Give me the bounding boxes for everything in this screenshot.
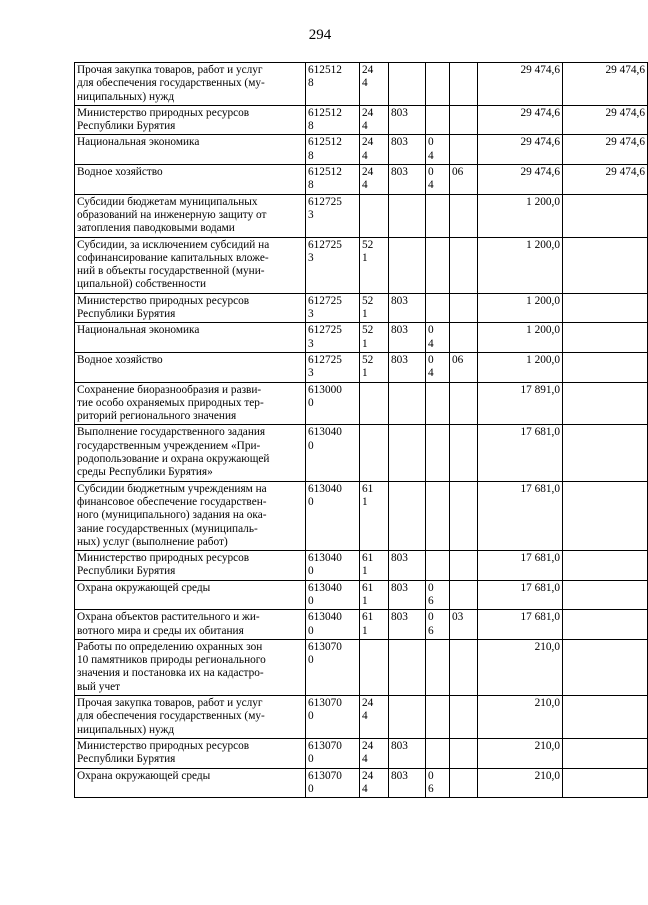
row-ministry-code-text: 803: [391, 106, 408, 119]
row-expense-type-cell: [360, 580, 389, 610]
row-amount-text: 210,0: [534, 769, 560, 782]
row-target-article-text: 613040 0: [308, 426, 342, 452]
row-section-cell: [426, 165, 450, 195]
row-amount-text: 17 891,0: [520, 383, 560, 396]
row-name-text: Субсидии бюджетам муниципальных образований на инженерную защиту от затопления паводковыми водами: [77, 195, 267, 235]
table-row: [75, 237, 648, 293]
row-ministry-code-cell: [389, 237, 426, 293]
row-target-article-cell: [306, 105, 360, 135]
table-row: [75, 639, 648, 695]
row-section-cell: [426, 768, 450, 798]
row-ministry-code-cell: [389, 481, 426, 550]
row-expense-type-cell: [360, 610, 389, 640]
row-expense-type-text: 52 1: [362, 353, 374, 380]
table-row: [75, 551, 648, 581]
row-amount-second-cell: [563, 768, 648, 798]
row-name-cell: [75, 323, 306, 353]
row-section-text: 0 6: [428, 581, 434, 607]
row-ministry-code-cell: [389, 382, 426, 425]
row-ministry-code-cell: [389, 63, 426, 106]
row-target-article-text: 613040 0: [308, 581, 342, 607]
row-amount-text: 29 474,6: [520, 106, 560, 119]
row-section-cell: [426, 696, 450, 739]
row-amount-text: 29 474,6: [520, 166, 560, 179]
row-expense-type-cell: [360, 63, 389, 106]
row-expense-type-text: 24 4: [362, 769, 374, 795]
row-target-article-cell: [306, 352, 360, 382]
row-expense-type-text: 24 4: [362, 136, 374, 162]
row-expense-type-text: 24 4: [362, 166, 374, 192]
row-subsection-cell: [450, 768, 478, 798]
row-subsection-cell: [450, 481, 478, 550]
row-expense-type-text: 52 1: [362, 294, 374, 321]
row-ministry-code-cell: [389, 738, 426, 768]
row-expense-type-text: 52 1: [362, 324, 374, 350]
row-section-cell: [426, 105, 450, 135]
row-target-article-text: 613070 0: [308, 769, 342, 795]
row-subsection-text: 06: [452, 166, 464, 179]
row-amount-cell: [478, 639, 563, 695]
row-amount-second-cell: [563, 639, 648, 695]
row-target-article-text: 612512 8: [308, 64, 342, 90]
row-subsection-cell: [450, 105, 478, 135]
row-expense-type-cell: [360, 738, 389, 768]
row-target-article-cell: [306, 323, 360, 353]
row-section-cell: [426, 738, 450, 768]
row-expense-type-text: 61 1: [362, 552, 374, 578]
row-amount-cell: [478, 696, 563, 739]
row-expense-type-cell: [360, 237, 389, 293]
row-target-article-cell: [306, 135, 360, 165]
row-section-text: 0 4: [428, 324, 434, 350]
row-name-text: Субсидии, за исключением субсидий на софинансирование капитальных вложе- ний в объекты государственной (муни- ципальной) собственности: [77, 238, 270, 291]
row-amount-second-cell: [563, 194, 648, 237]
row-amount-text: 17 681,0: [520, 611, 560, 624]
row-expense-type-cell: [360, 352, 389, 382]
row-name-cell: [75, 382, 306, 425]
row-amount-text: 1 200,0: [526, 195, 560, 208]
row-expense-type-cell: [360, 135, 389, 165]
row-ministry-code-cell: [389, 293, 426, 323]
row-amount-second-cell: [563, 382, 648, 425]
row-target-article-text: 613040 0: [308, 611, 342, 637]
row-target-article-cell: [306, 237, 360, 293]
row-expense-type-text: 61 1: [362, 482, 374, 508]
row-target-article-cell: [306, 768, 360, 798]
row-amount-second-text: 29 474,6: [605, 136, 645, 149]
row-ministry-code-text: 803: [391, 581, 408, 594]
row-name-cell: [75, 194, 306, 237]
table-row: [75, 580, 648, 610]
row-amount-second-cell: [563, 63, 648, 106]
row-ministry-code-cell: [389, 425, 426, 481]
row-name-cell: [75, 63, 306, 106]
row-amount-cell: [478, 63, 563, 106]
row-ministry-code-text: 803: [391, 552, 408, 565]
row-subsection-cell: [450, 639, 478, 695]
row-section-text: 0 6: [428, 769, 434, 795]
row-amount-second-cell: [563, 481, 648, 550]
row-amount-second-cell: [563, 323, 648, 353]
table-row: [75, 481, 648, 550]
budget-table-body: [75, 63, 648, 798]
row-target-article-text: 613040 0: [308, 482, 342, 508]
page-number: 294: [308, 27, 332, 43]
row-target-article-text: 613070 0: [308, 739, 342, 766]
row-target-article-cell: [306, 293, 360, 323]
row-name-text: Охрана объектов растительного и жи- вотного мира и среды их обитания: [77, 611, 260, 637]
row-section-cell: [426, 425, 450, 481]
row-section-cell: [426, 63, 450, 106]
row-section-cell: [426, 382, 450, 425]
row-ministry-code-cell: [389, 639, 426, 695]
row-subsection-text: 06: [452, 353, 464, 366]
row-ministry-code-text: 803: [391, 324, 408, 337]
row-name-text: Водное хозяйство: [77, 353, 163, 366]
table-row: [75, 323, 648, 353]
row-target-article-text: 613070 0: [308, 640, 342, 667]
row-ministry-code-text: 803: [391, 769, 408, 782]
row-expense-type-cell: [360, 481, 389, 550]
row-target-article-cell: [306, 194, 360, 237]
row-name-text: Министерство природных ресурсов Республики Бурятия: [77, 552, 250, 578]
row-subsection-cell: [450, 323, 478, 353]
row-expense-type-cell: [360, 293, 389, 323]
row-amount-second-cell: [563, 696, 648, 739]
row-target-article-cell: [306, 165, 360, 195]
row-target-article-text: 612512 8: [308, 106, 342, 133]
row-amount-second-cell: [563, 352, 648, 382]
row-expense-type-cell: [360, 696, 389, 739]
row-target-article-cell: [306, 610, 360, 640]
row-amount-text: 210,0: [534, 739, 560, 752]
row-section-cell: [426, 237, 450, 293]
row-subsection-cell: [450, 135, 478, 165]
row-name-text: Охрана окружающей среды: [77, 581, 211, 594]
row-name-text: Работы по определению охранных зон 10 памятников природы регионального значения и постановка их на кадастро- вый учет: [77, 640, 266, 693]
row-target-article-text: 612512 8: [308, 166, 342, 192]
row-subsection-cell: [450, 610, 478, 640]
row-ministry-code-cell: [389, 105, 426, 135]
row-section-cell: [426, 293, 450, 323]
row-section-text: 0 4: [428, 353, 434, 380]
row-target-article-cell: [306, 738, 360, 768]
row-amount-second-text: 29 474,6: [605, 64, 645, 76]
row-target-article-text: 612512 8: [308, 136, 342, 162]
row-name-text: Национальная экономика: [77, 324, 200, 337]
row-amount-second-cell: [563, 610, 648, 640]
row-name-text: Национальная экономика: [77, 136, 200, 149]
row-name-cell: [75, 135, 306, 165]
row-amount-cell: [478, 352, 563, 382]
row-amount-text: 1 200,0: [526, 324, 560, 337]
row-ministry-code-cell: [389, 580, 426, 610]
row-expense-type-cell: [360, 194, 389, 237]
row-expense-type-text: 24 4: [362, 697, 374, 723]
row-ministry-code-cell: [389, 610, 426, 640]
row-section-text: 0 6: [428, 611, 434, 637]
row-target-article-cell: [306, 382, 360, 425]
row-ministry-code-cell: [389, 768, 426, 798]
row-amount-second-cell: [563, 580, 648, 610]
row-name-cell: [75, 293, 306, 323]
row-section-cell: [426, 551, 450, 581]
row-target-article-text: 613000 0: [308, 383, 342, 409]
row-target-article-cell: [306, 580, 360, 610]
row-amount-text: 1 200,0: [526, 353, 560, 366]
row-amount-text: 210,0: [534, 640, 560, 653]
table-row: [75, 738, 648, 768]
row-name-text: Министерство природных ресурсов Республики Бурятия: [77, 106, 250, 133]
row-name-cell: [75, 580, 306, 610]
row-amount-second-cell: [563, 237, 648, 293]
row-amount-text: 29 474,6: [520, 136, 560, 149]
row-amount-text: 17 681,0: [520, 426, 560, 439]
row-section-cell: [426, 194, 450, 237]
row-amount-text: 210,0: [534, 697, 560, 710]
table-row: [75, 105, 648, 135]
row-section-cell: [426, 323, 450, 353]
row-amount-second-cell: [563, 425, 648, 481]
row-name-cell: [75, 352, 306, 382]
row-ministry-code-text: 803: [391, 294, 408, 307]
row-target-article-text: 612725 3: [308, 324, 342, 350]
row-amount-second-cell: [563, 551, 648, 581]
row-target-article-cell: [306, 696, 360, 739]
row-target-article-cell: [306, 63, 360, 106]
row-expense-type-text: 61 1: [362, 581, 374, 607]
row-amount-second-cell: [563, 135, 648, 165]
row-expense-type-text: 24 4: [362, 739, 374, 766]
row-subsection-cell: [450, 165, 478, 195]
row-amount-second-text: 29 474,6: [605, 166, 645, 179]
row-name-text: Выполнение государственного задания государственным учреждением «При- родопользование и охрана окружающей среды Республики Бурятия»: [77, 426, 270, 479]
row-subsection-cell: [450, 194, 478, 237]
row-expense-type-cell: [360, 639, 389, 695]
row-expense-type-text: 24 4: [362, 106, 374, 133]
row-amount-second-cell: [563, 105, 648, 135]
row-amount-text: 29 474,6: [520, 64, 560, 76]
row-target-article-text: 612725 3: [308, 238, 342, 264]
row-amount-cell: [478, 580, 563, 610]
budget-table: [74, 62, 648, 798]
row-amount-cell: [478, 738, 563, 768]
row-section-cell: [426, 352, 450, 382]
row-target-article-cell: [306, 425, 360, 481]
row-name-text: Прочая закупка товаров, работ и услуг для обеспечения государственных (му- ниципальных) нужд: [77, 697, 265, 736]
row-amount-text: 17 681,0: [520, 552, 560, 565]
row-ministry-code-cell: [389, 323, 426, 353]
row-expense-type-text: 61 1: [362, 611, 374, 637]
row-amount-cell: [478, 165, 563, 195]
row-amount-second-text: 29 474,6: [605, 106, 645, 119]
row-ministry-code-cell: [389, 551, 426, 581]
row-ministry-code-cell: [389, 165, 426, 195]
row-name-cell: [75, 237, 306, 293]
table-row: [75, 135, 648, 165]
row-amount-cell: [478, 481, 563, 550]
row-target-article-text: 612725 3: [308, 195, 342, 221]
row-amount-cell: [478, 194, 563, 237]
row-name-text: Прочая закупка товаров, работ и услуг для обеспечения государственных (му- ниципальных) нужд: [77, 64, 265, 103]
row-name-cell: [75, 738, 306, 768]
row-section-cell: [426, 639, 450, 695]
row-amount-text: 1 200,0: [526, 238, 560, 251]
row-target-article-text: 613070 0: [308, 697, 342, 723]
row-amount-cell: [478, 382, 563, 425]
row-ministry-code-text: 803: [391, 136, 408, 149]
row-ministry-code-cell: [389, 135, 426, 165]
row-subsection-text: 03: [452, 611, 464, 624]
row-expense-type-cell: [360, 105, 389, 135]
row-name-text: Водное хозяйство: [77, 166, 163, 179]
table-row: [75, 696, 648, 739]
row-target-article-cell: [306, 551, 360, 581]
row-subsection-cell: [450, 63, 478, 106]
row-ministry-code-cell: [389, 352, 426, 382]
row-section-text: 0 4: [428, 166, 434, 192]
row-amount-cell: [478, 323, 563, 353]
row-section-cell: [426, 481, 450, 550]
row-subsection-cell: [450, 293, 478, 323]
row-amount-text: 17 681,0: [520, 581, 560, 594]
row-name-cell: [75, 105, 306, 135]
row-ministry-code-text: 803: [391, 353, 408, 366]
row-ministry-code-cell: [389, 194, 426, 237]
row-subsection-cell: [450, 580, 478, 610]
row-amount-second-cell: [563, 165, 648, 195]
row-ministry-code-text: 803: [391, 611, 408, 624]
row-subsection-cell: [450, 382, 478, 425]
row-name-cell: [75, 551, 306, 581]
table-row: [75, 610, 648, 640]
row-section-cell: [426, 610, 450, 640]
row-expense-type-cell: [360, 425, 389, 481]
row-expense-type-cell: [360, 165, 389, 195]
row-name-cell: [75, 165, 306, 195]
row-ministry-code-text: 803: [391, 739, 408, 752]
row-amount-cell: [478, 135, 563, 165]
row-section-cell: [426, 580, 450, 610]
table-row: [75, 194, 648, 237]
row-expense-type-cell: [360, 768, 389, 798]
row-subsection-cell: [450, 425, 478, 481]
row-name-cell: [75, 639, 306, 695]
row-expense-type-cell: [360, 382, 389, 425]
row-amount-cell: [478, 293, 563, 323]
row-name-text: Охрана окружающей среды: [77, 769, 211, 782]
row-name-cell: [75, 610, 306, 640]
table-row: [75, 425, 648, 481]
row-amount-cell: [478, 610, 563, 640]
row-expense-type-cell: [360, 551, 389, 581]
row-name-cell: [75, 768, 306, 798]
row-name-text: Сохранение биоразнообразия и разви- тие особо охраняемых природных тер- риторий регионального значения: [77, 383, 264, 423]
table-row: [75, 165, 648, 195]
row-amount-cell: [478, 551, 563, 581]
row-name-cell: [75, 481, 306, 550]
row-name-text: Министерство природных ресурсов Республики Бурятия: [77, 294, 250, 321]
row-amount-text: 17 681,0: [520, 482, 560, 495]
row-target-article-cell: [306, 481, 360, 550]
row-amount-cell: [478, 425, 563, 481]
row-amount-cell: [478, 768, 563, 798]
row-expense-type-text: 52 1: [362, 238, 374, 264]
table-row: [75, 352, 648, 382]
row-subsection-cell: [450, 237, 478, 293]
row-ministry-code-cell: [389, 696, 426, 739]
table-row: [75, 768, 648, 798]
row-target-article-text: 612725 3: [308, 353, 342, 380]
row-expense-type-text: 24 4: [362, 64, 374, 90]
table-row: [75, 293, 648, 323]
row-name-text: Субсидии бюджетным учреждениям на финансовое обеспечение государствен- ного (муниципального) задания на ока- зание государственных (муниципаль- ных) услуг (выполнение работ): [77, 482, 267, 548]
row-amount-cell: [478, 105, 563, 135]
row-subsection-cell: [450, 551, 478, 581]
row-name-text: Министерство природных ресурсов Республики Бурятия: [77, 739, 250, 766]
row-target-article-text: 612725 3: [308, 294, 342, 321]
row-section-cell: [426, 135, 450, 165]
row-amount-second-cell: [563, 293, 648, 323]
row-target-article-cell: [306, 639, 360, 695]
row-subsection-cell: [450, 738, 478, 768]
row-expense-type-cell: [360, 323, 389, 353]
row-amount-cell: [478, 237, 563, 293]
row-name-cell: [75, 696, 306, 739]
row-subsection-cell: [450, 352, 478, 382]
row-amount-text: 1 200,0: [526, 294, 560, 307]
row-name-cell: [75, 425, 306, 481]
row-subsection-cell: [450, 696, 478, 739]
table-row: [75, 382, 648, 425]
row-amount-second-cell: [563, 738, 648, 768]
row-section-text: 0 4: [428, 136, 434, 162]
row-ministry-code-text: 803: [391, 166, 408, 179]
table-row: [75, 63, 648, 106]
row-target-article-text: 613040 0: [308, 552, 342, 578]
